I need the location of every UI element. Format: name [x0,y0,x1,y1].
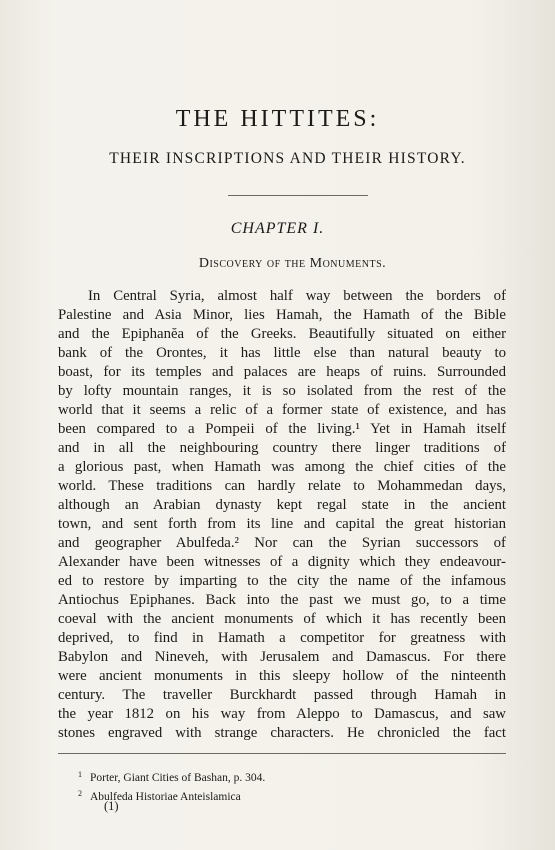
chapter-heading: CHAPTER I. [230,220,325,237]
book-title: THE HITTITES: [175,106,380,132]
text-line: century. The traveller Burckhardt passed through Hamah in [58,687,506,703]
footnote-text: Abulfeda Historiae Anteislamica [90,791,241,803]
text-line: Babylon and Nineveh, with Jerusalem and Damascus. For there [58,649,506,665]
section-heading: Discovery of the Monuments. [198,256,387,271]
text-line: deprived, to find in Hamath a competitor for greatness with [58,630,506,646]
text-line: and in all the neighbouring country there linger traditions of [58,440,506,456]
title-divider [228,195,368,196]
text-line: been compared to a Pompeii of the living.¹ Yet in Hamah itself [58,421,506,437]
page-signature: (1) [104,799,119,813]
text-line: Palestine and Asia Minor, lies Hamah, the Hamath of the Bible [58,307,506,323]
text-line: coeval with the ancient monuments of which it has recently been [58,611,506,627]
text-line: world that it seems a relic of a former state of existence, and has [58,402,506,418]
body-paragraph [58,287,506,743]
text-line: and the Epiphanĕa of the Greeks. Beautifully situated on either [58,326,506,342]
text-line: by lofty mountain ranges, it is so isolated from the rest of the [58,383,506,399]
text-line: town, and sent forth from its line and capital the great historian [58,516,506,532]
text-line: and geographer Abulfeda.² Nor can the Syrian successors of [58,535,506,551]
footnote [78,767,265,786]
footnote-mark: 2 [78,789,82,798]
text-line: Alexander have been witnesses of a dignity which they endeavour- [58,554,506,570]
text-line: bank of the Orontes, it has little else than natural beauty to [58,345,506,361]
footnote-divider [58,753,506,754]
text-line: In Central Syria, almost half way between the borders of [88,288,506,304]
text-line: a glorious past, when Hamath was among the chief cities of the [58,459,506,475]
text-line: boast, for its temples and palaces are heaps of ruins. Surrounded [58,364,506,380]
text-line: stones engraved with strange characters. He chronicled the fact [58,725,506,741]
text-line: ed to restore by imparting to the city the name of the infamous [58,573,506,589]
footnote-mark: 1 [78,770,82,779]
book-subtitle: THEIR INSCRIPTIONS AND THEIR HISTORY. [109,150,466,167]
text-line: were ancient monuments in this sleepy hollow of the ninteenth [58,668,506,684]
text-line: the year 1812 on his way from Aleppo to Damascus, and saw [58,706,506,722]
text-line: Antiochus Epiphanes. Back into the past we must go, to a time [58,592,506,608]
text-line: although an Arabian dynasty kept regal state in the ancient [58,497,506,513]
footnote-text: Porter, Giant Cities of Bashan, p. 304. [90,772,266,784]
text-line: world. These traditions can hardly relate to Mohammedan days, [58,478,506,494]
